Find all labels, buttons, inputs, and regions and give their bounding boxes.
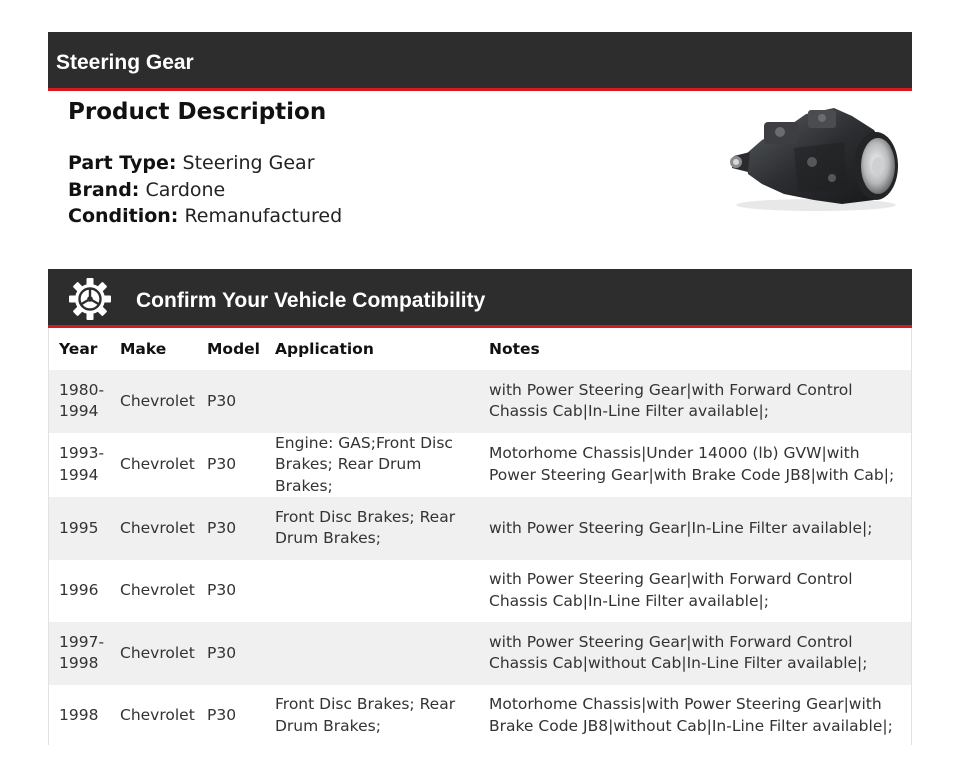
cell-year: 1996: [49, 560, 110, 623]
cell-notes: Motorhome Chassis|Under 14000 (lb) GVW|with Power Steering Gear|with Brake Code JB8|with Cab|;: [479, 433, 911, 498]
column-header-model: Model: [207, 340, 260, 358]
cell-notes: with Power Steering Gear|with Forward Control Chassis Cab|In-Line Filter available|;: [479, 370, 911, 433]
cell-notes: with Power Steering Gear|In-Line Filter available|;: [479, 497, 911, 560]
cell-notes: with Power Steering Gear|with Forward Control Chassis Cab|In-Line Filter available|;: [479, 560, 911, 623]
table-row: [49, 370, 911, 433]
cell-model: P30: [197, 433, 265, 498]
cell-make: Chevrolet: [110, 497, 197, 560]
cell-application: Front Disc Brakes; Rear Drum Brakes;: [265, 685, 479, 748]
spec-list: [68, 150, 342, 230]
cell-model: P30: [197, 370, 265, 433]
page-title: Steering Gear: [56, 51, 194, 74]
cell-model: P30: [197, 560, 265, 623]
spec-label: Brand:: [68, 178, 140, 201]
cell-application: Front Disc Brakes; Rear Drum Brakes;: [265, 497, 479, 560]
spec-label: Condition:: [68, 205, 179, 227]
description-heading: Product Description: [68, 99, 327, 125]
product-image: [724, 102, 908, 214]
cell-notes: Motorhome Chassis|with Power Steering Gear|with Brake Code JB8|without Cab|In-Line Filter available|;: [479, 685, 911, 748]
table-row: [49, 560, 911, 623]
cell-application: [265, 622, 479, 685]
compatibility-table: [49, 328, 911, 747]
cell-notes: with Power Steering Gear|with Forward Control Chassis Cab|without Cab|In-Line Filter available|;: [479, 622, 911, 685]
table-row: [49, 685, 911, 748]
cell-model: P30: [197, 497, 265, 560]
cell-application: [265, 560, 479, 623]
column-header-application: Application: [275, 340, 374, 358]
cell-year: 1995: [49, 497, 110, 560]
spec-condition: [68, 203, 342, 230]
cell-model: P30: [197, 622, 265, 685]
spec-label: Part Type:: [68, 152, 177, 174]
cell-year: 1993-1994: [49, 433, 110, 498]
cell-make: Chevrolet: [110, 685, 197, 748]
gear-steering-icon: [68, 277, 112, 321]
cell-model: P30: [197, 685, 265, 748]
cell-make: Chevrolet: [110, 622, 197, 685]
compatibility-bar: [48, 269, 912, 328]
title-bar: [48, 32, 912, 91]
column-header-notes: Notes: [489, 340, 540, 358]
compatibility-table-container: [48, 328, 912, 745]
spec-brand: [68, 177, 342, 204]
cell-make: Chevrolet: [110, 433, 197, 498]
table-row: [49, 497, 911, 560]
cell-year: 1998: [49, 685, 110, 748]
column-header-year: Year: [59, 340, 98, 358]
column-header-make: Make: [120, 340, 167, 358]
table-row: [49, 433, 911, 498]
cell-year: 1997-1998: [49, 622, 110, 685]
cell-application: [265, 370, 479, 433]
table-header-row: [49, 328, 911, 370]
cell-application: Engine: GAS;Front Disc Brakes; Rear Drum Brakes;: [265, 433, 479, 498]
spec-value: Steering Gear: [176, 152, 315, 174]
table-row: [49, 622, 911, 685]
product-description: [68, 96, 342, 230]
cell-make: Chevrolet: [110, 560, 197, 623]
spec-value: Remanufactured: [178, 205, 343, 227]
cell-year: 1980-1994: [49, 370, 110, 433]
spec-value: Cardone: [139, 178, 226, 201]
cell-make: Chevrolet: [110, 370, 197, 433]
compatibility-title: Confirm Your Vehicle Compatibility: [136, 289, 486, 312]
spec-part-type: [68, 150, 342, 177]
